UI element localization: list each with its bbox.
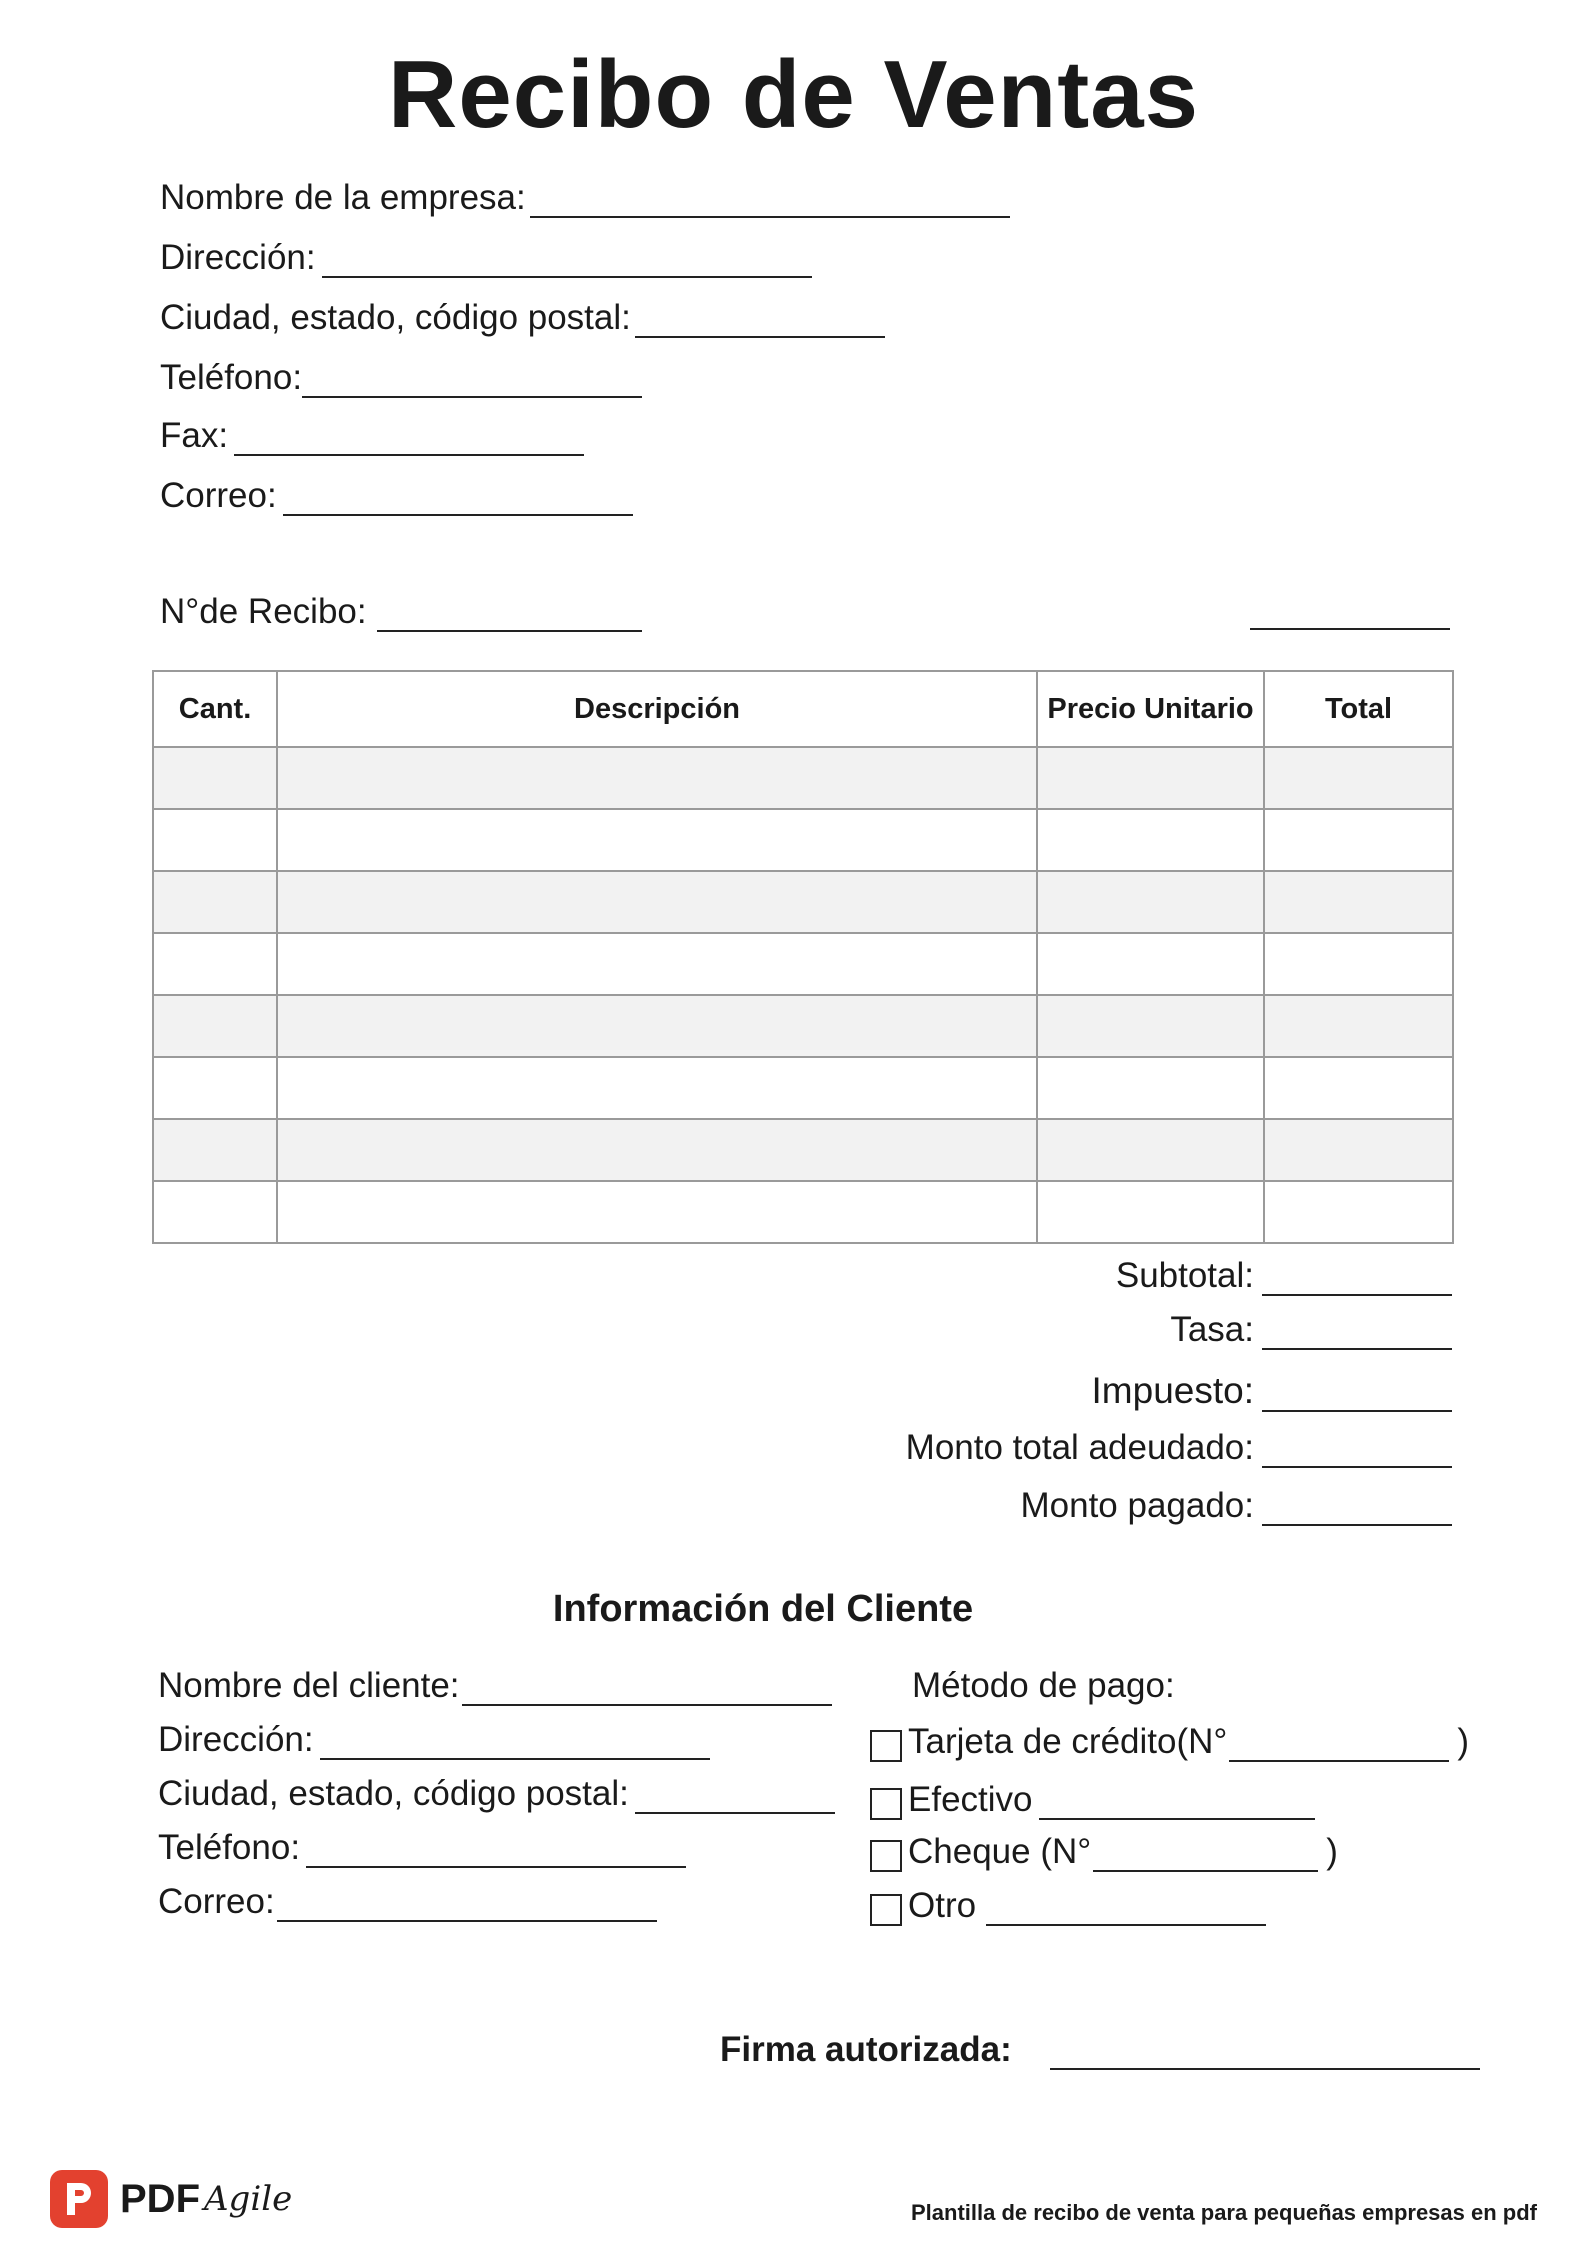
amount-paid-label: Monto pagado: [1020,1486,1254,1525]
client-email-field [158,1882,657,1922]
table-row [153,809,1453,871]
client-email-input[interactable] [277,1890,657,1922]
client-section-title: Información del Cliente [552,1588,974,1630]
credit-card-close-paren: ) [1457,1722,1470,1761]
receipt-number-input[interactable] [377,600,642,632]
credit-card-checkbox[interactable] [870,1730,902,1762]
tax-input[interactable] [1262,1380,1452,1412]
unit-price-cell[interactable] [1037,1057,1264,1119]
payment-other [870,1886,1266,1926]
subtotal-field [1116,1256,1452,1296]
qty-cell[interactable] [153,1181,277,1243]
qty-cell[interactable] [153,933,277,995]
company-name-label: Nombre de la empresa: [160,178,526,217]
signature-input[interactable] [1050,2038,1480,2070]
company-address-input[interactable] [322,246,812,278]
company-fax-input[interactable] [234,424,584,456]
payment-credit-card [870,1722,1469,1762]
description-cell[interactable] [277,933,1037,995]
description-cell[interactable] [277,747,1037,809]
total-due-input[interactable] [1262,1436,1452,1468]
signature-field [720,2030,1480,2070]
subtotal-label: Subtotal: [1115,1256,1254,1295]
client-name-label: Nombre del cliente: [158,1666,460,1705]
amount-paid-field [1020,1486,1452,1526]
company-address-field [160,238,812,278]
description-cell[interactable] [277,1119,1037,1181]
unit-price-cell[interactable] [1037,871,1264,933]
client-city-input[interactable] [635,1782,835,1814]
total-cell[interactable] [1264,871,1453,933]
client-address-field [158,1720,710,1760]
qty-cell[interactable] [153,747,277,809]
client-address-input[interactable] [320,1728,710,1760]
qty-cell[interactable] [153,809,277,871]
check-number-input[interactable] [1093,1840,1318,1872]
pdf-agile-logo [50,2170,292,2228]
other-label: Otro [908,1886,977,1925]
payment-method-label: Método de pago: [912,1666,1175,1705]
credit-card-label: Tarjeta de crédito(N° [908,1722,1228,1761]
table-row [153,995,1453,1057]
description-cell[interactable] [277,1181,1037,1243]
company-address-label: Dirección: [160,238,316,277]
company-email-input[interactable] [283,484,633,516]
check-close-paren: ) [1326,1832,1338,1871]
company-city-label: Ciudad, estado, código postal: [160,298,631,337]
items-table [152,670,1454,1244]
client-city-field [158,1774,835,1814]
unit-price-cell[interactable] [1037,1181,1264,1243]
company-name-field [160,178,1010,218]
company-phone-input[interactable] [302,366,642,398]
client-city-label: Ciudad, estado, código postal: [158,1774,629,1813]
total-due-field [906,1428,1452,1468]
payment-check [870,1832,1338,1872]
receipt-number-label: N°de Recibo: [160,592,367,631]
unit-price-cell[interactable] [1037,809,1264,871]
header-qty: Cant. [153,671,277,747]
page-title: Recibo de Ventas [388,41,1199,148]
logo-text: PDF [120,2176,200,2221]
qty-cell[interactable] [153,871,277,933]
description-cell[interactable] [277,871,1037,933]
logo-script: Agile [204,2179,293,2219]
total-cell[interactable] [1264,1119,1453,1181]
cash-input[interactable] [1039,1788,1315,1820]
client-phone-label: Teléfono: [158,1828,301,1867]
company-city-input[interactable] [635,306,885,338]
check-label: Cheque (N° [908,1832,1092,1871]
rate-input[interactable] [1262,1318,1452,1350]
total-cell[interactable] [1264,747,1453,809]
total-cell[interactable] [1264,1181,1453,1243]
company-email-label: Correo: [160,476,277,515]
company-fax-field [160,416,584,456]
table-row [153,747,1453,809]
company-fax-label: Fax: [160,416,229,455]
unit-price-cell[interactable] [1037,747,1264,809]
description-cell[interactable] [277,995,1037,1057]
unit-price-cell[interactable] [1037,933,1264,995]
subtotal-input[interactable] [1262,1264,1452,1296]
pdf-logo-icon [50,2170,108,2228]
table-row [153,871,1453,933]
client-name-field [158,1666,832,1706]
qty-cell[interactable] [153,1057,277,1119]
other-checkbox[interactable] [870,1894,902,1926]
company-name-input[interactable] [530,186,1010,218]
header-total: Total [1264,671,1453,747]
unit-price-cell[interactable] [1037,1119,1264,1181]
table-row [153,1057,1453,1119]
total-cell[interactable] [1264,1057,1453,1119]
rate-label: Tasa: [1170,1310,1254,1349]
rate-field [1170,1310,1452,1350]
qty-cell[interactable] [153,995,277,1057]
tax-label: Impuesto: [1091,1370,1254,1411]
credit-card-number-input[interactable] [1229,1730,1449,1762]
amount-paid-input[interactable] [1262,1494,1452,1526]
payment-cash [870,1780,1315,1820]
client-address-label: Dirección: [158,1720,314,1759]
header-unit-price: Precio Unitario [1037,671,1264,747]
table-header-row [153,671,1453,747]
client-email-label: Correo: [158,1882,275,1921]
company-phone-label: Teléfono: [160,358,303,397]
table-row [153,1119,1453,1181]
cash-label: Efectivo [908,1780,1033,1819]
description-cell[interactable] [277,809,1037,871]
table-row [153,1181,1453,1243]
other-input[interactable] [986,1894,1266,1926]
date-input[interactable] [1250,598,1450,630]
header-description: Descripción [277,671,1037,747]
check-checkbox[interactable] [870,1840,902,1872]
client-phone-input[interactable] [306,1836,686,1868]
receipt-number-field [160,592,642,632]
total-cell[interactable] [1264,933,1453,995]
description-cell[interactable] [277,1057,1037,1119]
total-cell[interactable] [1264,995,1453,1057]
client-phone-field [158,1828,686,1868]
tax-field [1092,1370,1452,1412]
company-email-field [160,476,633,516]
client-name-input[interactable] [462,1674,832,1706]
total-cell[interactable] [1264,809,1453,871]
unit-price-cell[interactable] [1037,995,1264,1057]
qty-cell[interactable] [153,1119,277,1181]
cash-checkbox[interactable] [870,1788,902,1820]
table-row [153,933,1453,995]
footer-note: Plantilla de recibo de venta para pequeñas empresas en pdf [911,2200,1537,2225]
company-phone-field [160,358,642,398]
company-city-field [160,298,885,338]
signature-label: Firma autorizada: [720,2030,1012,2069]
total-due-label: Monto total adeudado: [905,1428,1254,1467]
